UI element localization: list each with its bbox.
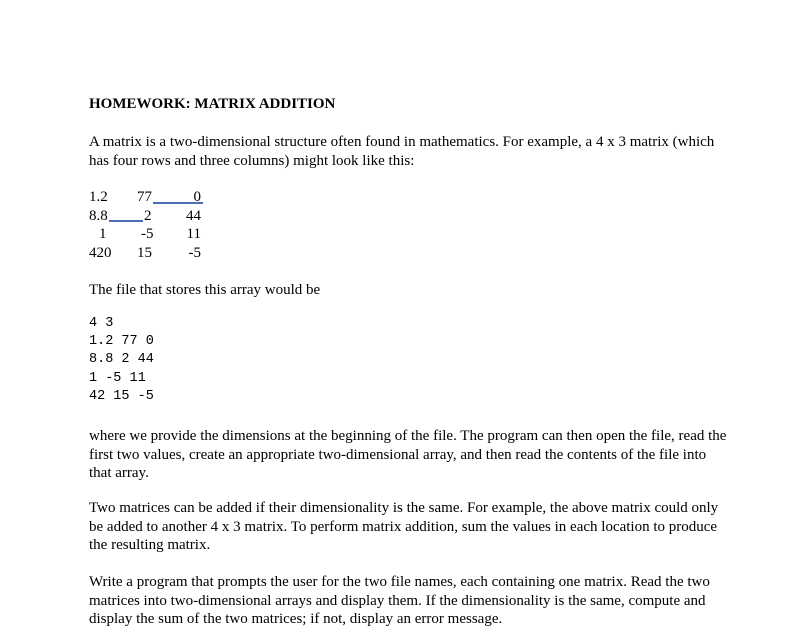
- file-line: 8.8 2 44: [89, 352, 154, 368]
- matrix-cell: 1.2: [89, 189, 108, 205]
- matrix-cell: 0: [193, 189, 201, 205]
- matrix-cell: 420: [89, 245, 112, 261]
- task-paragraph: Write a program that prompts the user for the two file names, each containing one matrix. Read the two matrices into two-dimensional arrays and display them. If the dimensionality is the same, compute and display the sum of the two matrices; if not, display an error message.: [89, 574, 710, 628]
- matrix-cell: -5: [188, 245, 201, 261]
- dimensions-paragraph: where we provide the dimensions at the beginning of the file. The program can then open the file, read the first two values, create an appropriate two-dimensional array, and then read the contents of the file into that array.: [89, 428, 727, 482]
- matrix-cell: -5: [141, 226, 154, 242]
- matrix-cell: 11: [186, 226, 201, 242]
- file-intro-paragraph: The file that stores this array would be: [89, 282, 321, 298]
- file-line: 42 15 -5: [89, 388, 154, 404]
- file-line: 1.2 77 0: [89, 334, 154, 350]
- underline-artifact: [109, 220, 143, 224]
- matrix-cell: 8.8: [89, 207, 108, 224]
- matrix-cell: 77: [137, 189, 152, 205]
- file-contents: [89, 315, 154, 406]
- page-title: HOMEWORK: MATRIX ADDITION: [89, 96, 336, 112]
- matrix-cell: 1: [99, 226, 107, 242]
- matrix-cell: 44: [186, 207, 201, 224]
- file-line: 1 -5 11: [89, 370, 146, 386]
- file-line: 4 3: [89, 316, 114, 331]
- example-matrix: [89, 188, 229, 268]
- addition-paragraph: Two matrices can be added if their dimensionality is the same. For example, the above matrix could only be added to another 4 x 3 matrix. To perform matrix addition, sum the values in each location to produce the resulting matrix.: [89, 500, 719, 554]
- matrix-cell: 2: [144, 207, 152, 224]
- matrix-cell: 15: [137, 245, 152, 261]
- intro-paragraph: A matrix is a two-dimensional structure often found in mathematics. For example, a 4 x 3 matrix (which has four rows and three columns) might look like this:: [89, 134, 715, 169]
- underline-artifact: [153, 202, 203, 206]
